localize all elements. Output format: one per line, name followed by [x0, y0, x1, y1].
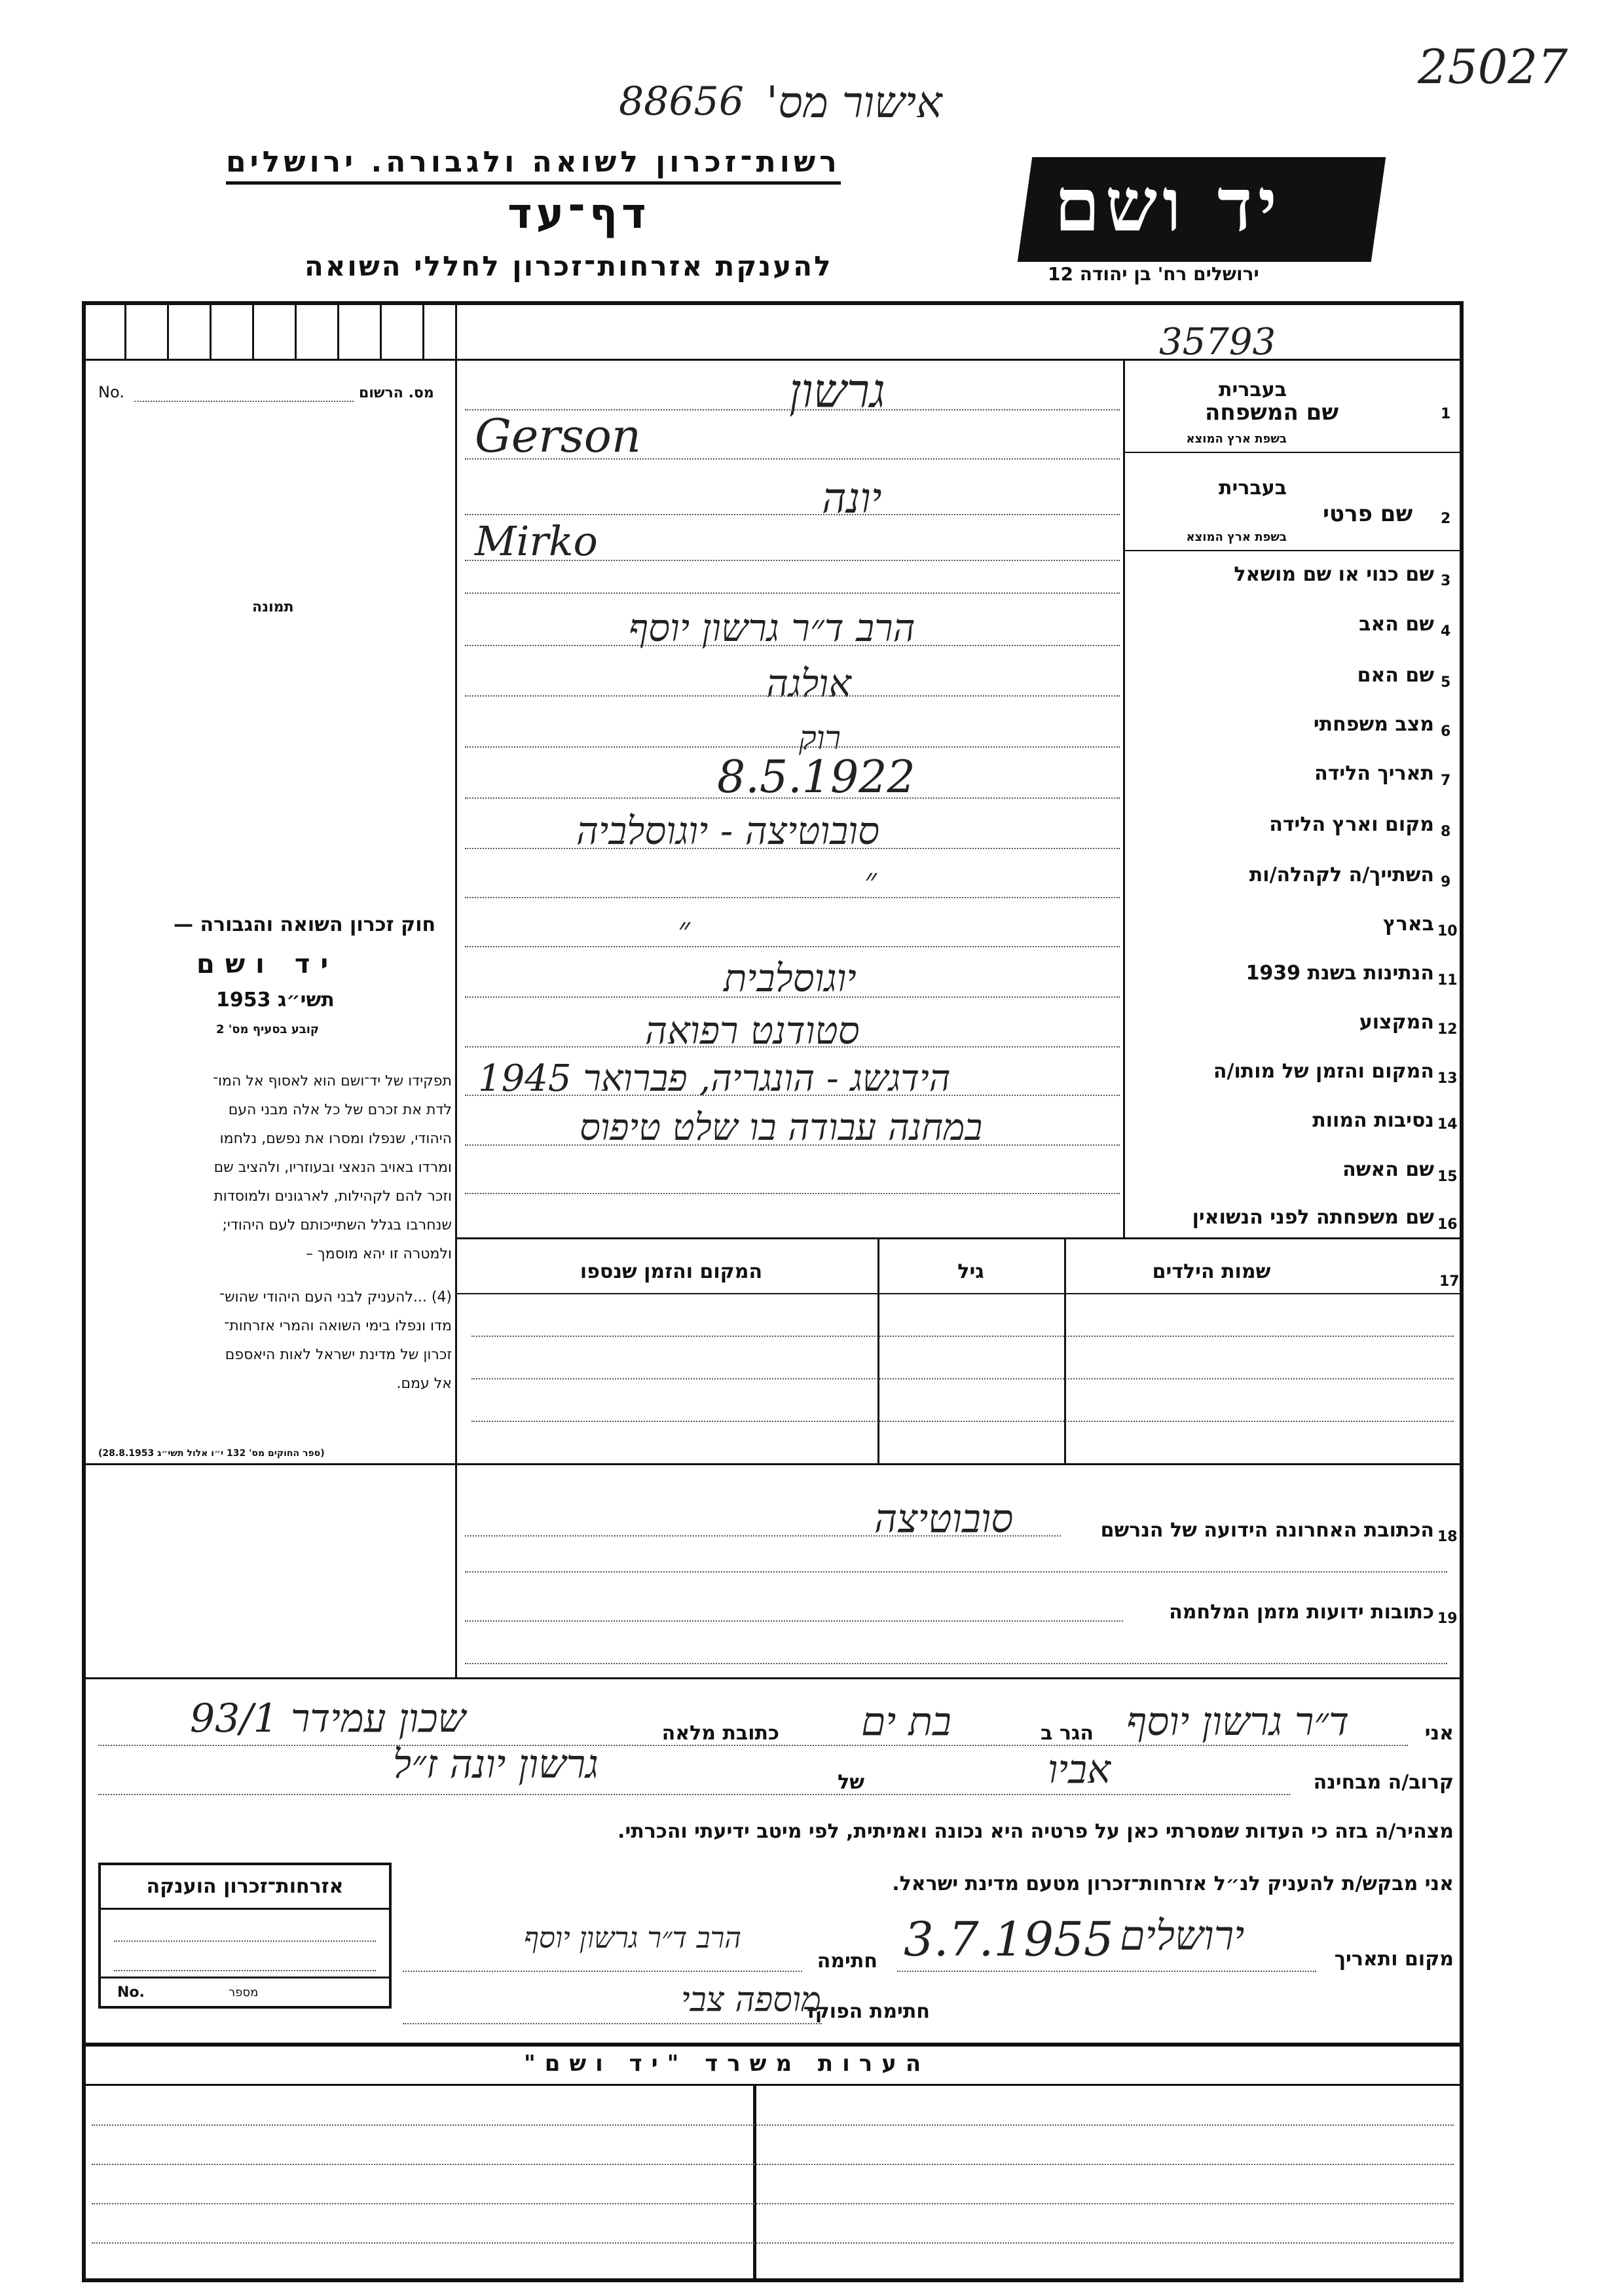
- field-9-number: 9: [1441, 874, 1451, 890]
- field-13-number: 13: [1437, 1070, 1458, 1087]
- field-18-number: 18: [1437, 1529, 1458, 1545]
- form-subtitle: להענקת אזרחות־זכרון לחללי השואה: [304, 250, 833, 282]
- decl-of: של: [838, 1771, 864, 1794]
- field-14-value: במחנה עבודה בו שלט טיפוס: [580, 1106, 983, 1149]
- field-5-value: אולגה: [766, 661, 851, 706]
- decl-request: אני מבקש/ת להעניק לנ״ל אזרחות־זכרון מטעם מדינת ישראל.: [892, 1872, 1454, 1895]
- citizenship-granted-box: [98, 1863, 392, 2009]
- decl-of-name: גרשון יונה ז״ל: [393, 1741, 599, 1787]
- stamp-no-latin: No.: [117, 1984, 145, 2001]
- form-title: דף־עד: [507, 190, 650, 238]
- field-2-value-b: Mirko: [475, 517, 598, 565]
- field-16-label: שם משפחתה לפני הנשואין: [1192, 1206, 1434, 1229]
- field-11-value: יוגוסלבית: [724, 956, 857, 1000]
- official-label: חתימת הפוקד: [803, 2000, 930, 2023]
- field-11-label: הנתינות בשנת 1939: [1246, 962, 1434, 985]
- decl-relation: אביו: [1048, 1747, 1111, 1793]
- law-org: יד ושם: [196, 949, 339, 979]
- children-header-place: המקום והזמן שנספו: [580, 1260, 763, 1283]
- children-bottom: [82, 1463, 1464, 1465]
- field-1-value-a: גרשון: [789, 363, 885, 418]
- field-4-number: 4: [1441, 623, 1451, 640]
- field-2-sub-a: בעברית: [1219, 477, 1287, 500]
- frame-bottom: [82, 2278, 1464, 2282]
- decl-address: שכון עמידר 93/1: [190, 1696, 466, 1741]
- field-6-number: 6: [1441, 723, 1451, 740]
- field-1-sub-a: בעברית: [1219, 378, 1287, 401]
- field-6-value: רוק: [799, 719, 841, 757]
- field-4-label: שם האב: [1359, 613, 1434, 636]
- field-9-label: השתייך/ה לקהלה/ות: [1249, 864, 1434, 886]
- field-8-number: 8: [1441, 824, 1451, 840]
- field-13-value: הידגשג - הונגריה, פברואר 1945: [478, 1057, 951, 1100]
- decl-signature: הרב ד״ר גרשון יוסף: [524, 1922, 741, 1955]
- law-title: חוק זכרון השואה והגבורה —: [174, 913, 436, 936]
- decl-name: ד״ר גרשון יוסף: [1126, 1699, 1350, 1745]
- decl-place: ירושלים: [1120, 1912, 1245, 1959]
- header-address: ירושלים רח' בן יהודה 12: [1048, 263, 1259, 285]
- official-signature: מוספה צבי: [681, 1980, 821, 2020]
- law-footnote: (ספר החוקים מס' 132 י״ו אלול תשי״ג 28.8.1953): [98, 1448, 325, 1459]
- field-7-number: 7: [1441, 773, 1451, 789]
- approval-label: אישור מס': [766, 77, 942, 128]
- authority-name: רשות־זכרון לשואה ולגבורה. ירושלים: [226, 145, 841, 185]
- field-3-label: שם כנוי או שם מושאל: [1234, 563, 1434, 586]
- field-18-value: סובוטיצה: [874, 1496, 1014, 1542]
- field-11-number: 11: [1437, 972, 1458, 989]
- decl-address-label: כתובת מלאה: [661, 1722, 779, 1745]
- stamp-title: אזרחות־זכרון הוענקה: [146, 1875, 344, 1898]
- field-5-number: 5: [1441, 674, 1451, 691]
- children-header-age: גיל: [957, 1260, 984, 1283]
- field-2-label: שם פרטי: [1323, 501, 1413, 527]
- field-12-number: 12: [1437, 1021, 1458, 1038]
- field-15-number: 15: [1437, 1169, 1458, 1185]
- field-2-number: 2: [1441, 511, 1451, 527]
- decl-relation-label: קרוב/ה מבחינה: [1313, 1771, 1454, 1794]
- field-12-label: המקצוע: [1359, 1011, 1434, 1034]
- address-bottom: [82, 1677, 1464, 1679]
- field-2-sub-b: בשפת ארץ המוצא: [1186, 530, 1287, 544]
- record-number: 35793: [1159, 321, 1276, 363]
- field-14-number: 14: [1437, 1116, 1458, 1133]
- stamp-no-label: מספר: [229, 1986, 259, 1999]
- field-19-label: כתובות ידועות מזמן המלחמה: [1169, 1601, 1434, 1624]
- field-10-number: 10: [1437, 923, 1458, 939]
- photo-label: תמונה: [252, 599, 294, 615]
- remarks-divider: [753, 2084, 756, 2280]
- field-15-label: שם האשה: [1342, 1158, 1434, 1181]
- field-14-label: נסיבות המוות: [1312, 1109, 1434, 1132]
- archive-number: 25027: [1418, 39, 1568, 94]
- field-10-label: בארץ: [1382, 913, 1434, 936]
- field-5-label: שם האם: [1357, 664, 1434, 687]
- field-7-value: 8.5.1922: [717, 752, 915, 803]
- reg-no-label: מס. הרשום: [359, 385, 434, 401]
- field-13-label: המקום והזמן של מותו/ה: [1213, 1060, 1434, 1083]
- fields-bottom: [455, 1237, 1464, 1239]
- field-16-number: 16: [1437, 1216, 1458, 1233]
- law-year: תשי״ג 1953: [216, 989, 335, 1011]
- frame-right: [1460, 301, 1464, 2282]
- reg-no-latin: No.: [98, 383, 124, 401]
- decl-city: בת ים: [861, 1699, 951, 1745]
- place-date-label: מקום ותאריך: [1334, 1948, 1454, 1971]
- law-text: תפקידו של יד־ושם הוא לאסוף אל המו־ לדת את זכרם של כל אלה מבני העם היהודי, שנפלו ומסרו את נפשם, נלחמו ומרדו באויב הנאצי ובעוזריו, ולהציב שם וזכר להם לקהילות, לארגונים ולמוסדות שנחרבו בגלל השתייכותם לעם היהודי; ולמטרה זו יהא מוסמך – (4) ...להעניק לבני העם היהודי שהוש־ מדו ונפלו בימי השואה והמרי אזרחות־ זכרון של מדינת ישראל לאות היאספם אל עמם.: [213, 1073, 452, 1392]
- field-8-value: סובוטיצה - יוגוסלביה: [576, 809, 880, 853]
- field-10-value: ״: [678, 910, 690, 948]
- children-col-divider-1: [877, 1237, 879, 1463]
- field-1-label: שם המשפחה: [1205, 399, 1339, 426]
- field-1-number: 1: [1441, 406, 1451, 422]
- field-1-sub-b: בשפת ארץ המוצא: [1186, 432, 1287, 446]
- field-17-number: 17: [1439, 1273, 1460, 1290]
- law-clause: קובע בסעיף מס' 2: [216, 1023, 320, 1036]
- field-9-value: ״: [864, 861, 877, 899]
- signature-label: חתימה: [817, 1950, 877, 1973]
- field-2-value-a: יונה: [822, 475, 882, 523]
- field-1-value-b: Gerson: [475, 409, 641, 463]
- field-18-label: הכתובת האחרונה הידועה של הנרשם: [1100, 1519, 1434, 1542]
- field-4-value: הרב ד״ר גרשון יוסף: [629, 606, 915, 650]
- remarks-top: [82, 2043, 1464, 2047]
- remarks-title: הערות משרד "יד ושם": [524, 2050, 931, 2077]
- decl-ani: אני: [1424, 1722, 1454, 1745]
- label-column-divider: [1123, 359, 1125, 1239]
- decl-date: 3.7.1955: [904, 1912, 1114, 1967]
- left-column-divider: [455, 301, 457, 1467]
- logo-text: יד ושם: [1054, 162, 1283, 248]
- decl-resides: הגר ב: [1041, 1722, 1094, 1745]
- field-8-label: מקום וארץ הלידה: [1269, 813, 1434, 836]
- children-col-divider-2: [1064, 1237, 1066, 1463]
- field-6-label: מצב משפחתי: [1313, 713, 1434, 736]
- frame-top: [82, 301, 1464, 305]
- approval-number: 88656: [619, 79, 744, 124]
- field-3-number: 3: [1441, 573, 1451, 589]
- field-7-label: תאריך הלידה: [1314, 762, 1434, 785]
- decl-statement: מצהיר/ה בזה כי העדות שמסרתי כאן על פרטיה היא נכונה ואמיתית, לפי מיטב ידיעתי והכרתי.: [618, 1820, 1454, 1843]
- children-header-names: שמות הילדים: [1152, 1260, 1271, 1283]
- field-12-value: סטודנט רפואה: [645, 1008, 860, 1053]
- field-19-number: 19: [1437, 1611, 1458, 1627]
